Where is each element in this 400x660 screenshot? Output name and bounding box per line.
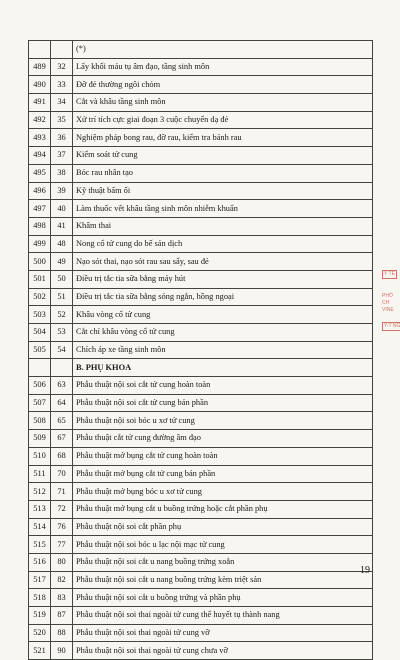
row-number-cell: 519 — [29, 607, 51, 625]
procedure-name-cell: Xử trí tích cực giai đoạn 3 cuộc chuyển dạ đẻ — [73, 111, 373, 129]
ref-number-cell: 63 — [51, 377, 73, 395]
row-number-cell: 507 — [29, 394, 51, 412]
page-number: 19 — [360, 565, 370, 576]
ref-number-cell: 52 — [51, 306, 73, 324]
row-number-cell: 492 — [29, 111, 51, 129]
table-row — [29, 58, 373, 76]
table-row — [29, 642, 373, 660]
section-title-cell: B. PHỤ KHOA — [73, 359, 373, 377]
row-number-cell: 496 — [29, 182, 51, 200]
row-number-cell: 515 — [29, 536, 51, 554]
row-number-cell: 518 — [29, 589, 51, 607]
procedure-name-cell: Bóc rau nhân tạo — [73, 164, 373, 182]
table-row — [29, 270, 373, 288]
row-number-cell: 517 — [29, 571, 51, 589]
table-row — [29, 447, 373, 465]
row-number-cell: 495 — [29, 164, 51, 182]
ref-number-cell: 54 — [51, 341, 73, 359]
table-row — [29, 500, 373, 518]
procedure-name-cell: Phẫu thuật mở bụng cắt tử cung hoàn toàn — [73, 447, 373, 465]
ref-number-cell: 48 — [51, 235, 73, 253]
table-row — [29, 465, 373, 483]
row-number-cell: 513 — [29, 500, 51, 518]
row-number-cell: 521 — [29, 642, 51, 660]
table-header-row — [29, 41, 373, 59]
procedure-name-cell: Kiểm soát tử cung — [73, 147, 373, 165]
ref-number-cell: 53 — [51, 324, 73, 342]
ref-number-cell: 40 — [51, 200, 73, 218]
ref-number-cell: 50 — [51, 270, 73, 288]
ref-number-cell: 82 — [51, 571, 73, 589]
procedure-name-cell: Phẫu thuật nội soi cắt u nang buồng trứng kèm triệt sản — [73, 571, 373, 589]
procedure-name-cell: Phẫu thuật nội soi cắt u buồng trứng và phần phụ — [73, 589, 373, 607]
stamp-line: VINE — [382, 307, 394, 313]
table-row — [29, 182, 373, 200]
procedure-name-cell: Phẫu thuật nội soi cắt phần phụ — [73, 518, 373, 536]
procedure-name-cell: Chích áp xe tầng sinh môn — [73, 341, 373, 359]
row-number-cell: 510 — [29, 447, 51, 465]
ref-number-cell: 68 — [51, 447, 73, 465]
ref-number-cell — [51, 41, 73, 59]
row-number-cell: 511 — [29, 465, 51, 483]
row-number-cell: 516 — [29, 553, 51, 571]
row-number-cell: 498 — [29, 217, 51, 235]
procedure-name-cell: Nong cổ tử cung do bế sản dịch — [73, 235, 373, 253]
row-number-cell: 499 — [29, 235, 51, 253]
row-number-cell: 491 — [29, 94, 51, 112]
table-row — [29, 553, 373, 571]
stamp-line: PHÒ — [382, 293, 393, 299]
ref-number-cell: 88 — [51, 624, 73, 642]
table-row — [29, 324, 373, 342]
ref-number-cell: 67 — [51, 430, 73, 448]
row-number-cell: 493 — [29, 129, 51, 147]
ref-number-cell: 36 — [51, 129, 73, 147]
procedure-name-cell: Phẫu thuật nội soi thai ngoài tử cung vỡ — [73, 624, 373, 642]
table-row — [29, 253, 373, 271]
ref-number-cell: 72 — [51, 500, 73, 518]
ref-number-cell: 90 — [51, 642, 73, 660]
ref-number-cell: 37 — [51, 147, 73, 165]
procedure-name-cell: Phẫu thuật mở bụng cắt u buồng trứng hoặc cắt phần phụ — [73, 500, 373, 518]
procedure-name-cell: Phẫu thuật mở bụng cắt tử cung bán phần — [73, 465, 373, 483]
row-number-cell: 506 — [29, 377, 51, 395]
ref-number-cell: 32 — [51, 58, 73, 76]
table-row — [29, 624, 373, 642]
procedure-name-cell: Điều trị tắc tia sữa bằng máy hút — [73, 270, 373, 288]
row-number-cell — [29, 359, 51, 377]
stamp-line: CH — [382, 300, 390, 306]
table-row — [29, 288, 373, 306]
row-number-cell: 504 — [29, 324, 51, 342]
row-number-cell: 490 — [29, 76, 51, 94]
procedure-name-cell: Phẫu thuật nội soi bóc u lạc nội mạc tử cung — [73, 536, 373, 554]
table-row — [29, 306, 373, 324]
row-number-cell: 512 — [29, 483, 51, 501]
row-number-cell: 494 — [29, 147, 51, 165]
ref-number-cell: 71 — [51, 483, 73, 501]
procedure-table — [28, 40, 373, 660]
ref-number-cell: 51 — [51, 288, 73, 306]
procedure-name-cell: Nạo sót thai, nạo sót rau sau sẩy, sau đẻ — [73, 253, 373, 271]
procedure-name-cell: Điều trị tắc tia sữa bằng sóng ngắn, hồng ngoại — [73, 288, 373, 306]
ref-number-cell: 76 — [51, 518, 73, 536]
table-row — [29, 589, 373, 607]
procedure-name-cell: Phẫu thuật nội soi cắt u nang buồng trứng xoắn — [73, 553, 373, 571]
section-header-row — [29, 359, 373, 377]
table-row — [29, 76, 373, 94]
table-row — [29, 430, 373, 448]
ref-number-cell: 41 — [51, 217, 73, 235]
header-note-cell: (*) — [73, 41, 373, 59]
table-row — [29, 518, 373, 536]
table-row — [29, 607, 373, 625]
ref-number-cell: 65 — [51, 412, 73, 430]
ref-number-cell: 39 — [51, 182, 73, 200]
procedure-name-cell: Nghiệm pháp bong rau, đỡ rau, kiểm tra bánh rau — [73, 129, 373, 147]
ref-number-cell: 34 — [51, 94, 73, 112]
table-row — [29, 217, 373, 235]
row-number-cell: 503 — [29, 306, 51, 324]
table-row — [29, 235, 373, 253]
row-number-cell: 497 — [29, 200, 51, 218]
ref-number-cell: 49 — [51, 253, 73, 271]
table-row — [29, 394, 373, 412]
ref-number-cell: 35 — [51, 111, 73, 129]
procedure-name-cell: Khâm thai — [73, 217, 373, 235]
ref-number-cell: 33 — [51, 76, 73, 94]
procedure-name-cell: Phẫu thuật nội soi cắt tử cung hoàn toàn — [73, 377, 373, 395]
table-row — [29, 483, 373, 501]
ref-number-cell: 64 — [51, 394, 73, 412]
procedure-name-cell: Đỡ đẻ thường ngôi chỏm — [73, 76, 373, 94]
ref-number-cell: 77 — [51, 536, 73, 554]
row-number-cell: 489 — [29, 58, 51, 76]
stamp-line: Y-T NG — [382, 322, 400, 331]
ref-number-cell: 80 — [51, 553, 73, 571]
row-number-cell: 505 — [29, 341, 51, 359]
table-row — [29, 200, 373, 218]
procedure-name-cell: Kỹ thuật bấm ối — [73, 182, 373, 200]
ref-number-cell: 87 — [51, 607, 73, 625]
table-row — [29, 341, 373, 359]
ref-number-cell: 70 — [51, 465, 73, 483]
red-stamp — [382, 270, 400, 340]
row-number-cell: 500 — [29, 253, 51, 271]
table-row — [29, 536, 373, 554]
ref-number-cell: 38 — [51, 164, 73, 182]
row-number-cell: 514 — [29, 518, 51, 536]
row-number-cell: 509 — [29, 430, 51, 448]
table-row — [29, 129, 373, 147]
row-number-cell: 501 — [29, 270, 51, 288]
table-row — [29, 164, 373, 182]
row-number-cell — [29, 41, 51, 59]
table-row — [29, 377, 373, 395]
row-number-cell: 508 — [29, 412, 51, 430]
table-row — [29, 412, 373, 430]
ref-number-cell: 83 — [51, 589, 73, 607]
procedure-name-cell: Cắt và khâu tầng sinh môn — [73, 94, 373, 112]
procedure-name-cell: Phẫu thuật cắt tử cung đường âm đạo — [73, 430, 373, 448]
row-number-cell: 520 — [29, 624, 51, 642]
procedure-name-cell: Phẫu thuật nội soi thai ngoài tử cung chưa vỡ — [73, 642, 373, 660]
ref-number-cell — [51, 359, 73, 377]
procedure-name-cell: Phẫu thuật mở bụng bóc u xơ tử cung — [73, 483, 373, 501]
procedure-name-cell: Làm thuốc vết khâu tầng sinh môn nhiễm khuẩn — [73, 200, 373, 218]
table-row — [29, 571, 373, 589]
row-number-cell: 502 — [29, 288, 51, 306]
table-row — [29, 147, 373, 165]
procedure-name-cell: Phẫu thuật nội soi cắt tử cung bán phần — [73, 394, 373, 412]
stamp-line: Y TẾ — [384, 271, 395, 277]
procedure-name-cell: Phẫu thuật nội soi thai ngoài tử cung thể huyết tụ thành nang — [73, 607, 373, 625]
procedure-name-cell: Phẫu thuật nội soi bóc u xơ tử cung — [73, 412, 373, 430]
procedure-name-cell: Khâu vòng cổ tử cung — [73, 306, 373, 324]
table-row — [29, 111, 373, 129]
procedure-name-cell: Lấy khối máu tụ âm đạo, tầng sinh môn — [73, 58, 373, 76]
procedure-name-cell: Cắt chỉ khâu vòng cổ tử cung — [73, 324, 373, 342]
table-row — [29, 94, 373, 112]
